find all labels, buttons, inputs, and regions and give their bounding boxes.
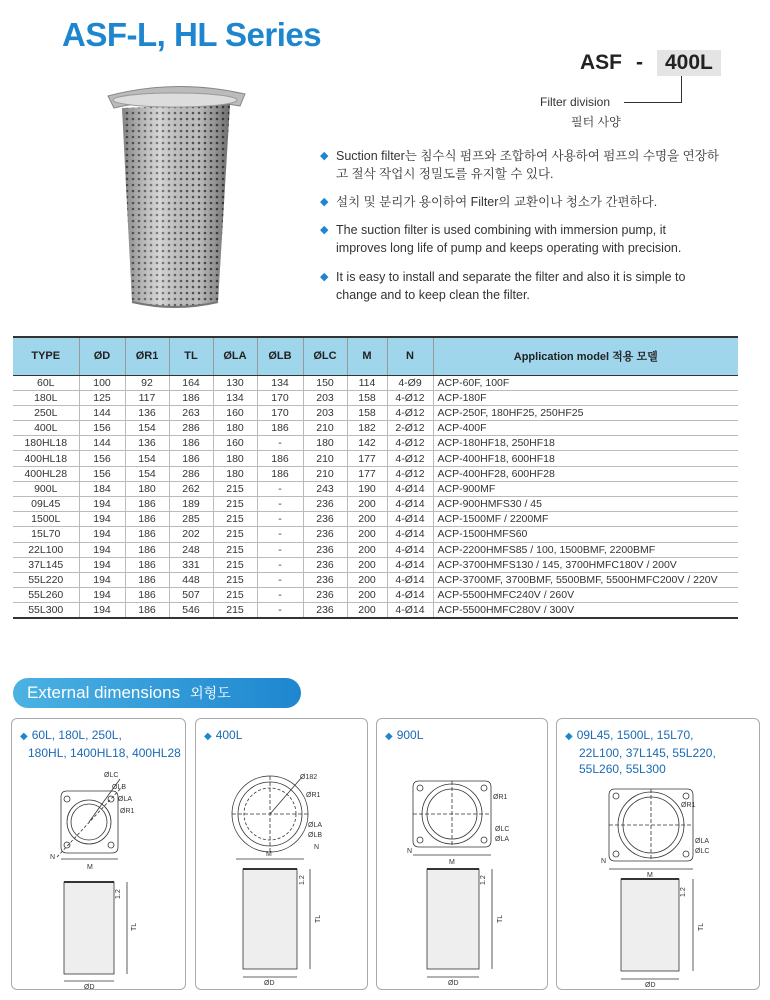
table-cell: 194 xyxy=(79,572,125,587)
table-row xyxy=(13,481,738,496)
dim-label-lb: ØLB xyxy=(308,832,323,839)
table-cell: 263 xyxy=(169,405,213,420)
table-cell: 210 xyxy=(303,466,347,481)
division-label-en: Filter division xyxy=(540,95,611,109)
table-cell: 4-Ø14 xyxy=(387,481,433,496)
table-cell: 170 xyxy=(257,405,303,420)
table-cell: 4-Ø14 xyxy=(387,497,433,512)
table-cell: 100 xyxy=(79,375,125,390)
feature-text: It is easy to install and separate the filter and also it is simple to change and to keep clean the filter. xyxy=(336,270,686,302)
panel-label-line: 55L260, 55L300 xyxy=(579,762,666,776)
table-cell: 200 xyxy=(347,557,387,572)
table-row xyxy=(13,572,738,587)
table-row xyxy=(13,512,738,527)
table-cell: 236 xyxy=(303,497,347,512)
panel-label-line: 60L, 180L, 250L, xyxy=(31,728,122,742)
dim-label-r1: ØR1 xyxy=(493,794,508,801)
table-cell: 154 xyxy=(125,466,169,481)
table-cell: 210 xyxy=(303,451,347,466)
table-header-row xyxy=(13,337,738,375)
table-cell: 180HL18 xyxy=(13,436,79,451)
table-cell: 134 xyxy=(213,390,257,405)
table-cell: 236 xyxy=(303,512,347,527)
table-cell: 215 xyxy=(213,512,257,527)
table-cell: ACP-5500HMFC280V / 300V xyxy=(433,603,738,618)
table-row xyxy=(13,466,738,481)
table-row xyxy=(13,436,738,451)
table-row xyxy=(13,451,738,466)
table-cell: 182 xyxy=(347,421,387,436)
table-cell: 170 xyxy=(257,390,303,405)
panel-label-line: 900L xyxy=(396,728,424,742)
table-cell: ACP-60F, 100F xyxy=(433,375,738,390)
table-cell: ACP-180F xyxy=(433,390,738,405)
table-row xyxy=(13,421,738,436)
table-cell: 186 xyxy=(125,588,169,603)
table-cell: 156 xyxy=(79,421,125,436)
feature-item xyxy=(320,147,720,183)
table-cell: 202 xyxy=(169,527,213,542)
table-cell: 200 xyxy=(347,527,387,542)
table-cell: 900L xyxy=(13,481,79,496)
table-cell: 4-Ø12 xyxy=(387,405,433,420)
dim-label-la: ØLA xyxy=(695,838,710,845)
column-header: Application model 적용 모델 xyxy=(433,337,738,375)
table-cell: 400HL28 xyxy=(13,466,79,481)
table-cell: 37L145 xyxy=(13,557,79,572)
column-header: ØR1 xyxy=(125,337,169,375)
table-cell: 177 xyxy=(347,451,387,466)
feature-text: The suction filter is used combining with immersion pump, it improves long life of pump and keeps operating with precision. xyxy=(336,223,682,255)
dim-label-gap: 1.2 xyxy=(480,875,487,885)
table-cell: 136 xyxy=(125,405,169,420)
table-cell: 136 xyxy=(125,436,169,451)
table-cell: 156 xyxy=(79,451,125,466)
table-cell: - xyxy=(257,527,303,542)
table-cell: 2-Ø12 xyxy=(387,421,433,436)
column-header: ØD xyxy=(79,337,125,375)
dim-label-n: N xyxy=(407,848,413,855)
table-cell: 180 xyxy=(303,436,347,451)
table-cell: 194 xyxy=(79,527,125,542)
table-cell: 142 xyxy=(347,436,387,451)
dim-label-lb: ØLB xyxy=(112,784,127,791)
table-cell: 236 xyxy=(303,603,347,618)
table-cell: 180L xyxy=(13,390,79,405)
table-cell: 22L100 xyxy=(13,542,79,557)
table-cell: 236 xyxy=(303,557,347,572)
table-cell: 194 xyxy=(79,542,125,557)
table-cell: 150 xyxy=(303,375,347,390)
table-cell: - xyxy=(257,512,303,527)
dim-label-m: M xyxy=(647,872,653,879)
table-cell: 215 xyxy=(213,557,257,572)
table-cell: 200 xyxy=(347,603,387,618)
table-cell: 186 xyxy=(125,512,169,527)
table-cell: 186 xyxy=(169,436,213,451)
column-header: ØLB xyxy=(257,337,303,375)
table-cell: 114 xyxy=(347,375,387,390)
table-cell: 243 xyxy=(303,481,347,496)
table-cell: 180 xyxy=(125,481,169,496)
table-cell: 4-Ø12 xyxy=(387,436,433,451)
table-cell: 154 xyxy=(125,451,169,466)
table-cell: 160 xyxy=(213,436,257,451)
table-cell: 236 xyxy=(303,572,347,587)
table-cell: 215 xyxy=(213,572,257,587)
feature-list xyxy=(320,147,720,315)
table-cell: 15L70 xyxy=(13,527,79,542)
table-cell: 186 xyxy=(125,572,169,587)
table-cell: 448 xyxy=(169,572,213,587)
table-cell: 4-Ø14 xyxy=(387,557,433,572)
dim-label-lc: ØLC xyxy=(495,826,510,833)
division-leader-vertical xyxy=(681,76,682,103)
table-row xyxy=(13,390,738,405)
panel-label-line: 22L100, 37L145, 55L220, xyxy=(579,746,716,760)
table-cell: 4-Ø14 xyxy=(387,588,433,603)
table-cell: 186 xyxy=(257,421,303,436)
table-cell: 194 xyxy=(79,588,125,603)
table-cell: 4-Ø14 xyxy=(387,512,433,527)
dim-label-d: ØD xyxy=(448,980,459,987)
dim-label-r1: ØR1 xyxy=(306,792,321,799)
panel-label xyxy=(565,727,716,777)
feature-item xyxy=(320,193,720,211)
table-cell: 190 xyxy=(347,481,387,496)
external-dimensions-banner xyxy=(13,678,301,708)
table-cell: 400HL18 xyxy=(13,451,79,466)
table-cell: 200 xyxy=(347,572,387,587)
table-cell: 186 xyxy=(125,603,169,618)
dim-label-lc-182: Ø182 xyxy=(300,774,318,781)
dim-label-tl: TL xyxy=(497,914,504,923)
table-cell: 215 xyxy=(213,497,257,512)
table-cell: 210 xyxy=(303,421,347,436)
table-cell: 164 xyxy=(169,375,213,390)
table-row xyxy=(13,527,738,542)
table-cell: 4-Ø12 xyxy=(387,390,433,405)
table-cell: 215 xyxy=(213,588,257,603)
table-cell: 194 xyxy=(79,512,125,527)
table-cell: 144 xyxy=(79,405,125,420)
table-cell: 130 xyxy=(213,375,257,390)
table-cell: - xyxy=(257,497,303,512)
dim-label-m: M xyxy=(87,864,93,871)
table-row xyxy=(13,588,738,603)
diamond-bullet-icon: ◆ xyxy=(565,731,573,742)
dim-label-lc: ØLC xyxy=(695,848,710,855)
dim-label-n: N xyxy=(50,854,56,861)
dim-label-n: N xyxy=(314,844,320,851)
spec-table xyxy=(13,336,738,619)
table-row xyxy=(13,405,738,420)
table-cell: 4-Ø9 xyxy=(387,375,433,390)
table-cell: 158 xyxy=(347,405,387,420)
table-cell: 144 xyxy=(79,436,125,451)
table-cell: 200 xyxy=(347,588,387,603)
feature-text: Suction filter는 침수식 펌프와 조합하여 사용하여 펌프의 수명을 연장하고 절삭 작업시 정밀도를 유지할 수 있다. xyxy=(336,149,719,181)
dim-label-tl: TL xyxy=(315,914,322,923)
table-cell: 180 xyxy=(213,421,257,436)
table-cell: 55L220 xyxy=(13,572,79,587)
diamond-bullet-icon: ◆ xyxy=(385,731,393,742)
column-header: N xyxy=(387,337,433,375)
diamond-bullet-icon: ◆ xyxy=(204,731,212,742)
dim-label-m: M xyxy=(266,851,272,858)
table-cell: ACP-400HF18, 600HF18 xyxy=(433,451,738,466)
feature-item xyxy=(320,268,720,304)
drawing-2-svg xyxy=(196,719,369,991)
table-cell: ACP-250F, 180HF25, 250HF25 xyxy=(433,405,738,420)
table-cell: 4-Ø14 xyxy=(387,603,433,618)
table-row xyxy=(13,497,738,512)
table-cell: 194 xyxy=(79,603,125,618)
table-cell: 186 xyxy=(125,542,169,557)
table-cell: 154 xyxy=(125,421,169,436)
table-cell: 250L xyxy=(13,405,79,420)
table-cell: 55L300 xyxy=(13,603,79,618)
page-title: ASF-L, HL Series xyxy=(62,16,322,53)
table-cell: - xyxy=(257,481,303,496)
table-cell: ACP-400F xyxy=(433,421,738,436)
feature-text: 설치 및 분리가 용이하여 Filter의 교환이나 청소가 간편하다. xyxy=(336,195,658,209)
table-cell: - xyxy=(257,557,303,572)
table-cell: - xyxy=(257,572,303,587)
dim-label-gap: 1.2 xyxy=(680,887,687,897)
table-cell: 125 xyxy=(79,390,125,405)
panel-label xyxy=(385,727,423,745)
dim-label-d: ØD xyxy=(84,984,95,991)
table-cell: 160 xyxy=(213,405,257,420)
dim-label-d: ØD xyxy=(264,980,275,987)
dim-label-r1: ØR1 xyxy=(681,802,696,809)
column-header: TL xyxy=(169,337,213,375)
table-cell: 4-Ø12 xyxy=(387,466,433,481)
diamond-bullet-icon: ◆ xyxy=(320,196,329,208)
table-cell: ACP-5500HMFC240V / 260V xyxy=(433,588,738,603)
dim-label-lc: ØLC xyxy=(104,772,119,779)
model-code-prefix: ASF xyxy=(580,51,622,74)
column-header: ØLA xyxy=(213,337,257,375)
table-cell: 215 xyxy=(213,481,257,496)
table-cell: 4-Ø12 xyxy=(387,451,433,466)
drawing-panel-2 xyxy=(195,718,368,990)
drawing-3-svg xyxy=(377,719,549,991)
table-cell: 215 xyxy=(213,603,257,618)
table-cell: ACP-2200HMFS85 / 100, 1500BMF, 2200BMF xyxy=(433,542,738,557)
table-cell: 200 xyxy=(347,542,387,557)
table-cell: 203 xyxy=(303,405,347,420)
table-cell: ACP-180HF18, 250HF18 xyxy=(433,436,738,451)
table-cell: 180 xyxy=(213,451,257,466)
table-cell: 507 xyxy=(169,588,213,603)
table-cell: 180 xyxy=(213,466,257,481)
table-cell: 331 xyxy=(169,557,213,572)
table-cell: 156 xyxy=(79,466,125,481)
table-cell: 236 xyxy=(303,527,347,542)
drawing-panel-1 xyxy=(11,718,186,990)
drawing-panel-3 xyxy=(376,718,548,990)
table-cell: ACP-3700MF, 3700BMF, 5500BMF, 5500HMFC200V / 220V xyxy=(433,572,738,587)
table-cell: 262 xyxy=(169,481,213,496)
column-header: M xyxy=(347,337,387,375)
table-cell: - xyxy=(257,542,303,557)
drawing-panel-4 xyxy=(556,718,760,990)
panel-label-line: 400L xyxy=(215,728,243,742)
dim-label-la: ØLA xyxy=(308,822,323,829)
table-cell: 92 xyxy=(125,375,169,390)
table-cell: 117 xyxy=(125,390,169,405)
table-cell: - xyxy=(257,436,303,451)
table-cell: 215 xyxy=(213,542,257,557)
model-code-dash: - xyxy=(636,51,643,74)
table-cell: 189 xyxy=(169,497,213,512)
dim-label-gap: 1.2 xyxy=(115,889,122,899)
table-cell: ACP-1500HMFS60 xyxy=(433,527,738,542)
division-leader-horizontal xyxy=(624,102,682,103)
table-cell: 200 xyxy=(347,497,387,512)
table-cell: 186 xyxy=(125,527,169,542)
table-cell: ACP-400HF28, 600HF28 xyxy=(433,466,738,481)
table-row xyxy=(13,542,738,557)
table-cell: 4-Ø14 xyxy=(387,572,433,587)
external-dimensions-label: External dimensions xyxy=(27,683,181,702)
table-cell: 236 xyxy=(303,588,347,603)
table-cell: 546 xyxy=(169,603,213,618)
table-cell: 285 xyxy=(169,512,213,527)
table-row xyxy=(13,375,738,390)
table-cell: 186 xyxy=(257,466,303,481)
panel-label xyxy=(204,727,242,745)
table-cell: ACP-900MF xyxy=(433,481,738,496)
diamond-bullet-icon: ◆ xyxy=(320,224,329,236)
panel-label xyxy=(20,727,181,761)
table-cell: 4-Ø14 xyxy=(387,527,433,542)
table-cell: 400L xyxy=(13,421,79,436)
table-cell: 186 xyxy=(125,497,169,512)
diamond-bullet-icon: ◆ xyxy=(20,731,28,742)
table-cell: - xyxy=(257,603,303,618)
table-cell: 184 xyxy=(79,481,125,496)
table-cell: 4-Ø14 xyxy=(387,542,433,557)
dim-label-n: N xyxy=(601,858,607,865)
division-label-ko: 필터 사양 xyxy=(571,115,621,129)
panel-label-line: 09L45, 1500L, 15L70, xyxy=(576,728,694,742)
column-header: ØLC xyxy=(303,337,347,375)
dim-label-d: ØD xyxy=(645,982,656,989)
dim-label-tl: TL xyxy=(131,922,138,931)
table-row xyxy=(13,603,738,618)
model-code xyxy=(580,50,721,76)
table-cell: 194 xyxy=(79,557,125,572)
diamond-bullet-icon: ◆ xyxy=(320,150,329,162)
table-cell: 236 xyxy=(303,542,347,557)
table-cell: 1500L xyxy=(13,512,79,527)
table-cell: 248 xyxy=(169,542,213,557)
panel-label-line: 180HL, 1400HL18, 400HL28 xyxy=(28,746,181,760)
table-cell: - xyxy=(257,588,303,603)
table-cell: 55L260 xyxy=(13,588,79,603)
table-cell: 09L45 xyxy=(13,497,79,512)
table-cell: 134 xyxy=(257,375,303,390)
table-cell: ACP-1500MF / 2200MF xyxy=(433,512,738,527)
table-cell: ACP-3700HMFS130 / 145, 3700HMFC180V / 200V xyxy=(433,557,738,572)
table-cell: 215 xyxy=(213,527,257,542)
dim-label-gap: 1.2 xyxy=(299,875,306,885)
table-cell: 186 xyxy=(125,557,169,572)
table-cell: 194 xyxy=(79,497,125,512)
table-cell: 286 xyxy=(169,466,213,481)
feature-item xyxy=(320,221,720,257)
table-cell: 186 xyxy=(257,451,303,466)
table-cell: 286 xyxy=(169,421,213,436)
dim-label-r1: ØR1 xyxy=(120,808,135,815)
external-dimensions-label-ko: 외형도 xyxy=(190,685,231,701)
dim-label-la: ØLA xyxy=(495,836,510,843)
model-code-suffix: 400L xyxy=(657,50,721,76)
column-header: TYPE xyxy=(13,337,79,375)
table-cell: 60L xyxy=(13,375,79,390)
dim-label-m: M xyxy=(449,859,455,866)
table-cell: 200 xyxy=(347,512,387,527)
table-row xyxy=(13,557,738,572)
dim-label-tl: TL xyxy=(698,922,705,931)
table-cell: ACP-900HMFS30 / 45 xyxy=(433,497,738,512)
table-cell: 186 xyxy=(169,451,213,466)
diamond-bullet-icon: ◆ xyxy=(320,271,329,283)
table-cell: 203 xyxy=(303,390,347,405)
table-cell: 158 xyxy=(347,390,387,405)
filter-product-image xyxy=(100,80,250,320)
table-cell: 186 xyxy=(169,390,213,405)
table-cell: 177 xyxy=(347,466,387,481)
dim-label-la: ØLA xyxy=(118,796,133,803)
